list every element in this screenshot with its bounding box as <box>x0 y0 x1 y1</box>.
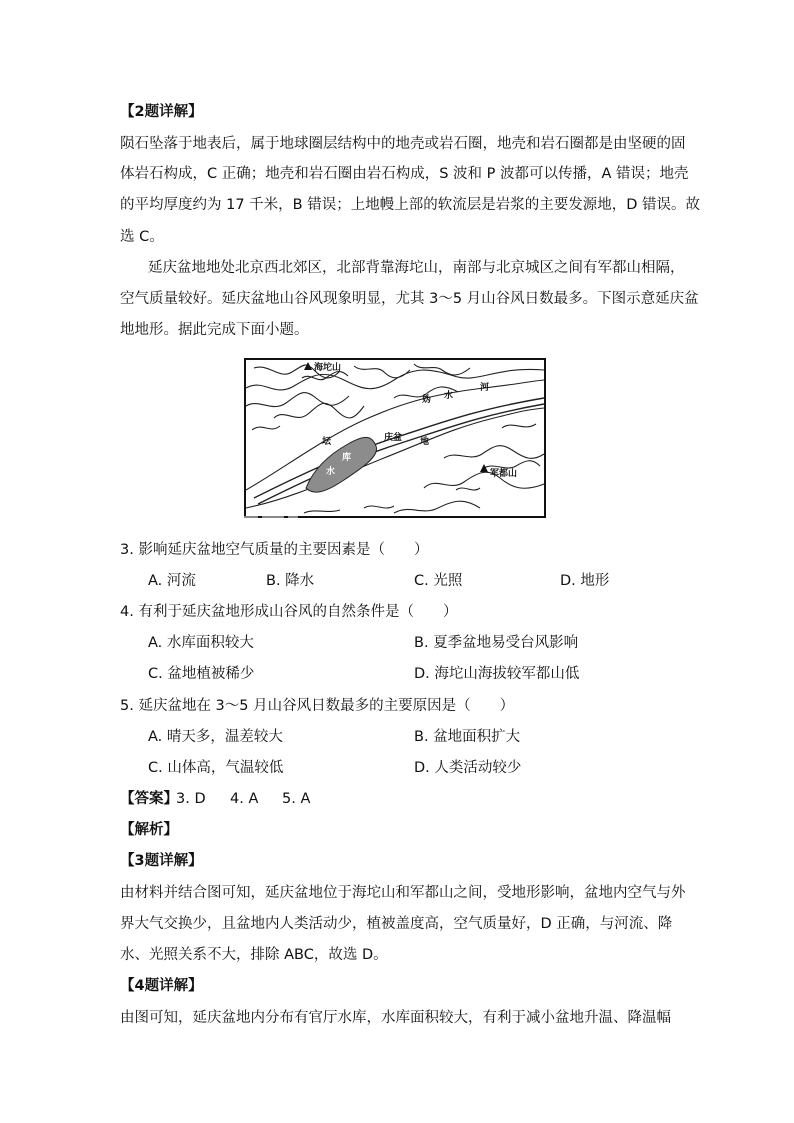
material-line-1: 延庆盆地地处北京西北郊区，北部背靠海坨山，南部与北京城区之间有军都山相隔， <box>148 260 685 276</box>
map-label-basin-2: 地 <box>420 437 430 447</box>
map-caption-fragment <box>244 516 324 524</box>
answer-3: 3. D <box>176 791 206 807</box>
yanqing-basin-terrain-map <box>244 358 546 518</box>
material-line-2: 空气质量较好。延庆盆地山谷风现象明显，尤其 3～5 月山谷风日数最多。下图示意延庆盆 <box>120 291 699 307</box>
q3-line-2: 界大气交换少，且盆地内人类活动少，植被盖度高，空气质量好，D 正确，与河流、降 <box>120 916 673 932</box>
question-5-option-c: C. 山体高，气温较低 <box>148 760 284 776</box>
question-3-option-c: C. 光照 <box>414 573 463 589</box>
question-4-option-b: B. 夏季盆地易受台风影响 <box>414 635 579 651</box>
q3-line-3: 水、光照关系不大，排除 ABC，故选 D。 <box>120 947 388 963</box>
map-label-river-1: 妫 <box>422 395 432 405</box>
question-5-stem: 5. 延庆盆地在 3～5 月山谷风日数最多的主要原因是（ ） <box>120 698 515 714</box>
analysis-heading: 【解析】 <box>120 822 178 838</box>
map-label-river-2: 水 <box>444 391 454 401</box>
question-4-option-c: C. 盆地植被稀少 <box>148 666 255 682</box>
q3-heading: 【3题详解】 <box>120 853 203 869</box>
question-4-option-a: A. 水库面积较大 <box>148 635 254 651</box>
material-line-3: 地地形。据此完成下面小题。 <box>120 322 309 338</box>
question-3-option-b: B. 降水 <box>266 573 315 589</box>
answer-4: 4. A <box>230 791 259 807</box>
map-label-river-3: 河 <box>480 383 490 393</box>
q3-line-1: 由材料并结合图可知，延庆盆地位于海坨山和军都山之间，受地形影响，盆地内空气与外 <box>120 885 686 901</box>
question-3-option-d: D. 地形 <box>560 573 610 589</box>
question-4-stem: 4. 有利于延庆盆地形成山谷风的自然条件是（ ） <box>120 604 458 620</box>
answer-5: 5. A <box>282 791 311 807</box>
question-5-option-b: B. 盆地面积扩大 <box>414 729 521 745</box>
q4-line-1: 由图可知，延庆盆地内分布有官厅水库，水库面积较大，有利于减小盆地升温、降温幅 <box>120 1010 671 1026</box>
q2-line-3: 的平均厚度约为 17 千米，B 错误；上地幔上部的软流层是岩浆的主要发源地，D 错误。故 <box>120 197 700 213</box>
map-label-reservoir-side: 坛 <box>322 437 332 447</box>
question-5-option-d: D. 人类活动较少 <box>414 760 522 776</box>
q2-line-2: 体岩石构成，C 正确；地壳和岩石圈由岩石构成，S 波和 P 波都可以传播，A 错误；地壳 <box>120 166 689 182</box>
answer-label: 【答案】 <box>120 791 178 807</box>
map-label-haituo-mountain: 海坨山 <box>314 363 342 373</box>
q2-heading: 【2题详解】 <box>120 104 203 120</box>
map-label-reservoir-1: 库 <box>342 453 352 463</box>
q2-line-1: 陨石坠落于地表后，属于地球圈层结构中的地壳或岩石圈，地壳和岩石圈都是由坚硬的固 <box>120 136 686 152</box>
question-3-option-a: A. 河流 <box>148 573 196 589</box>
map-label-jundu-mountain: 军都山 <box>490 469 518 479</box>
question-3-stem: 3. 影响延庆盆地空气质量的主要因素是（ ） <box>120 542 429 558</box>
map-label-reservoir-2: 水 <box>326 467 336 477</box>
question-5-option-a: A. 晴天多，温差较大 <box>148 729 283 745</box>
map-label-basin-1: 庆盆 <box>384 433 403 443</box>
q4-heading: 【4题详解】 <box>120 978 203 994</box>
q2-line-4: 选 C。 <box>120 229 164 245</box>
question-4-option-d: D. 海坨山海拔较军都山低 <box>414 666 580 682</box>
